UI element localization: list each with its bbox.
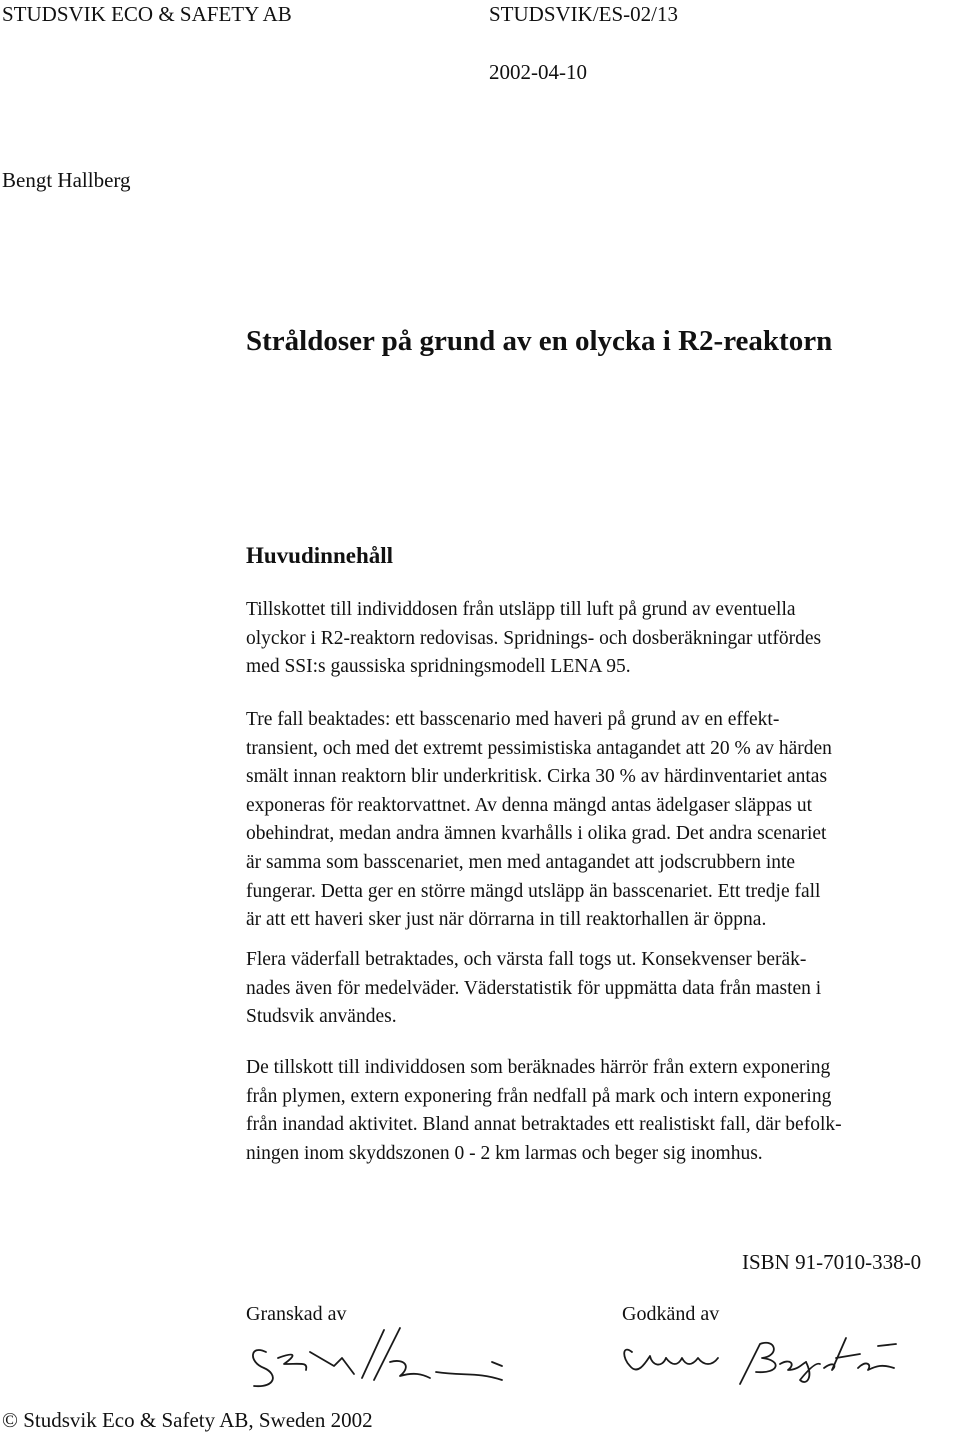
isbn-number: ISBN 91-7010-338-0 <box>742 1250 922 1274</box>
paragraph-line: De tillskott till individdosen som beräknades härrör från extern exponering <box>246 1057 831 1078</box>
paragraph-line: Tre fall beaktades: ett basscenario med haveri på grund av en effekt- <box>246 709 780 730</box>
paragraph-line: Studsvik användes. <box>246 1006 397 1028</box>
summary-heading: Huvudinnehåll <box>246 543 394 568</box>
reviewer-signature <box>244 1318 516 1396</box>
paragraph-line: olyckor i R2-reaktorn redovisas. Spridnings- och dosberäkningar utfördes <box>246 627 822 649</box>
approver-signature <box>610 1318 910 1386</box>
header-organization: STUDSVIK ECO & SAFETY AB <box>2 2 292 26</box>
paragraph-line: exponeras för reaktorvattnet. Av denna mängd antas ädelgaser släppas ut <box>246 794 813 816</box>
paragraph-line: smält innan reaktorn blir underkritisk. Cirka 30 % av härdinventariet antas <box>246 766 828 788</box>
document-title: Stråldoser på grund av en olycka i R2-reaktorn <box>246 325 833 357</box>
approved-by-label: Godkänd av <box>622 1303 720 1325</box>
paragraph-line: nades även för medelväder. Väderstatistik för uppmätta data från masten i <box>246 977 822 999</box>
author-name: Bengt Hallberg <box>2 168 131 192</box>
paragraph-line: med SSI:s gaussiska spridningsmodell LENA 95. <box>246 656 631 678</box>
paragraph-line: obehindrat, medan andra ämnen kvarhålls i olika grad. Det andra scenariet <box>246 823 827 845</box>
paragraph-line: ningen inom skyddszonen 0 - 2 km larmas och beger sig inomhus. <box>246 1142 763 1164</box>
paragraph-line: från plymen, extern exponering från nedfall på mark och intern exponering <box>246 1085 832 1107</box>
paragraph-line: är samma som basscenariet, men med antagandet att jodscrubbern inte <box>246 851 796 873</box>
report-date: 2002-04-10 <box>489 60 587 84</box>
summary-paragraph-3 <box>246 946 946 1032</box>
paragraph-line: är att ett haveri sker just när dörrarna in till reaktorhallen är öppna. <box>246 909 767 931</box>
summary-paragraph-2 <box>246 706 946 935</box>
header-report-number: STUDSVIK/ES-02/13 <box>489 2 679 26</box>
paragraph-line: transient, och med det extremt pessimistiska antagandet att 20 % av härden <box>246 737 832 759</box>
summary-paragraph-4 <box>246 1054 946 1168</box>
summary-paragraph-1 <box>246 596 946 682</box>
paragraph-line: Tillskottet till individdosen från utsläpp till luft på grund av eventuella <box>246 599 796 620</box>
paragraph-line: fungerar. Detta ger en större mängd utsläpp än basscenariet. Ett tredje fall <box>246 880 821 902</box>
copyright-footer: © Studsvik Eco & Safety AB, Sweden 2002 <box>2 1408 373 1432</box>
paragraph-line: från inandad aktivitet. Bland annat betraktades ett realistiskt fall, där befolk- <box>246 1114 842 1136</box>
paragraph-line: Flera väderfall betraktades, och värsta fall togs ut. Konsekvenser beräk- <box>246 949 807 970</box>
reviewed-by-label: Granskad av <box>246 1303 347 1325</box>
